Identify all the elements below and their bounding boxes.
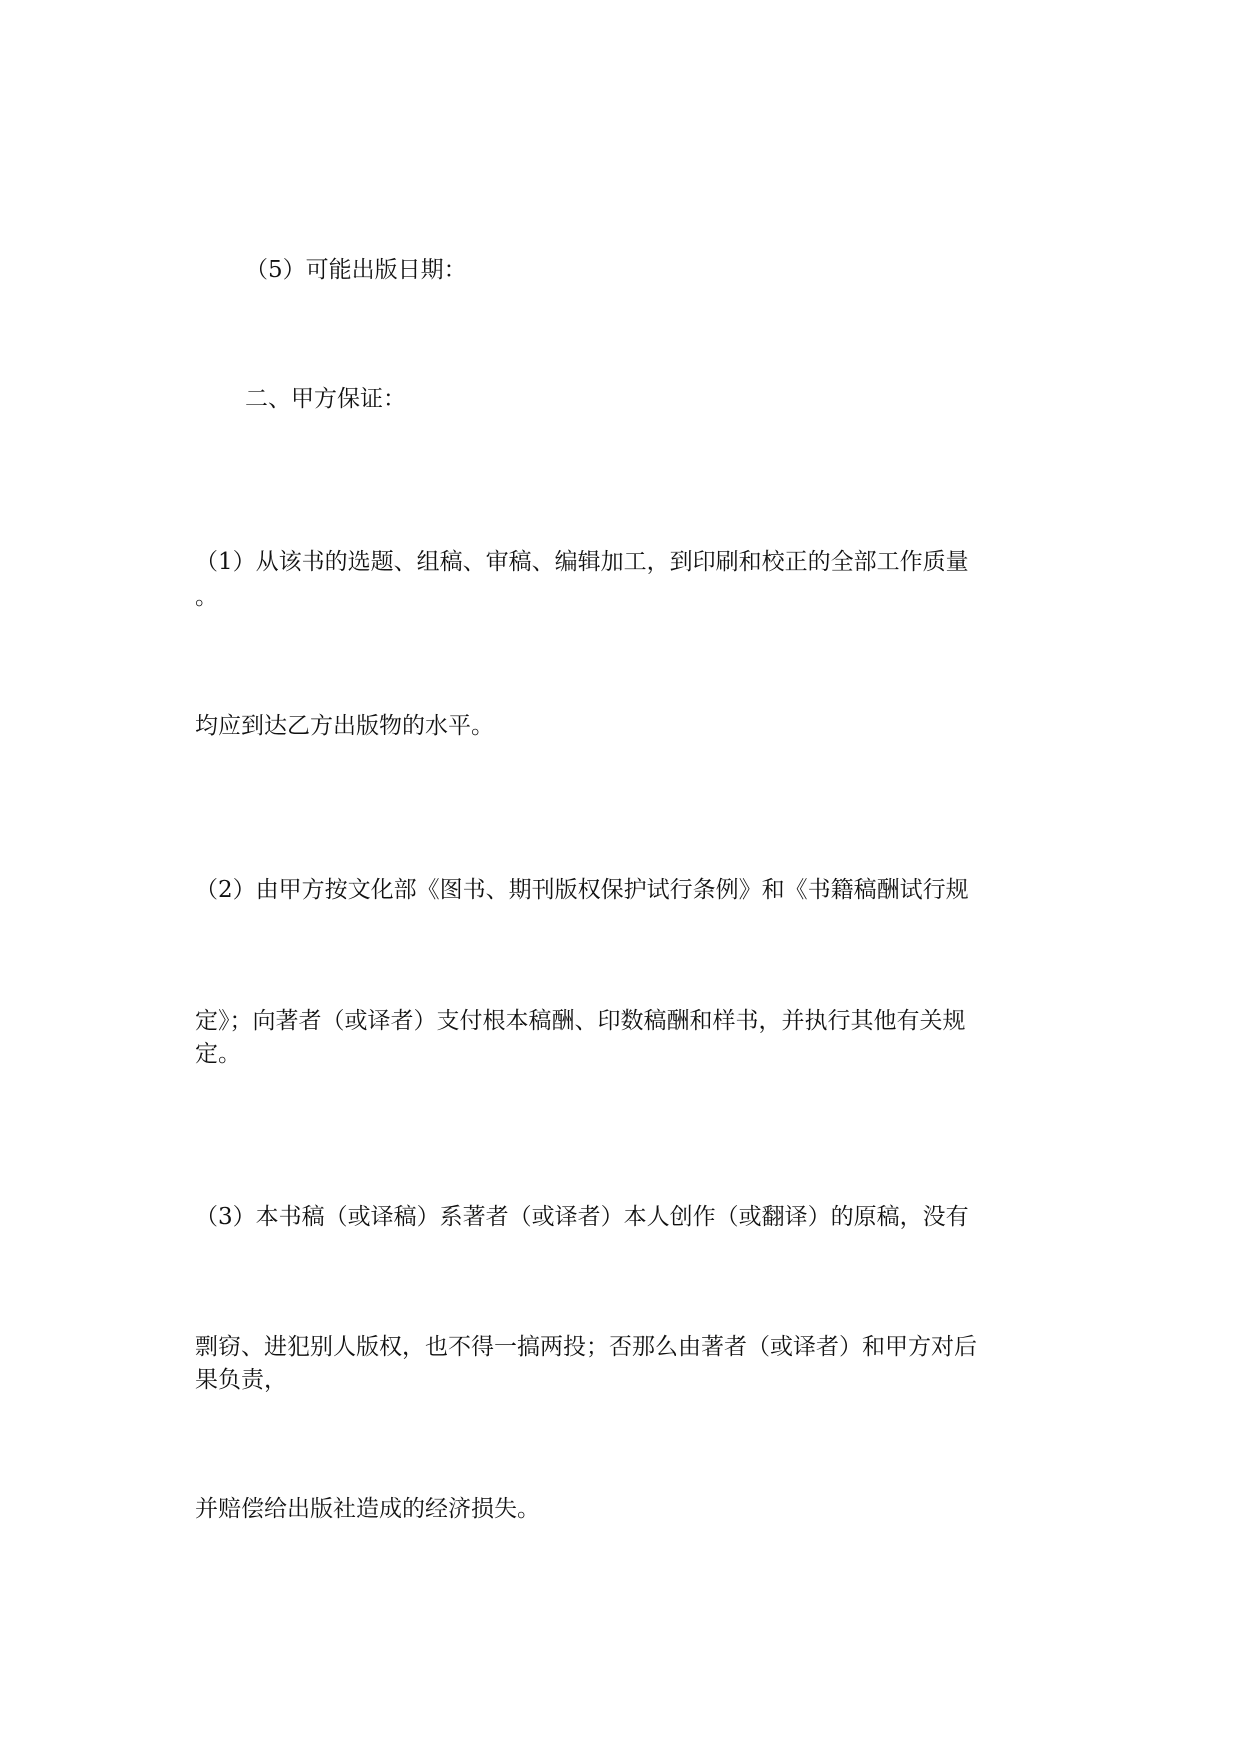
clause-3-line-4: 并赔偿给出版社造成的经济损失。: [195, 1496, 540, 1522]
clause-2-line-1: （2）由甲方按文化部《图书、期刊版权保护试行条例》和《书籍稿酬试行规: [195, 877, 969, 903]
clause-1-line-2: 。: [195, 584, 218, 610]
clause-1-line-3: 均应到达乙方出版物的水平。: [195, 713, 494, 739]
clause-2-line-2: 定》；向著者（或译者）支付根本稿酬、印数稿酬和样书，并执行其他有关规: [195, 1008, 966, 1034]
clause-1-line-1: （1）从该书的选题、组稿、审稿、编辑加工，到印刷和校正的全部工作质量: [195, 549, 969, 575]
clause-3-line-2: 剽窃、进犯别人版权，也不得一搞两投；否那么由著者（或译者）和甲方对后: [195, 1334, 977, 1360]
item-5-publish-date: （5）可能出版日期：: [245, 257, 467, 283]
clause-2-line-3: 定。: [195, 1041, 241, 1067]
section-2-heading: 二、甲方保证：: [245, 386, 406, 412]
clause-3-line-1: （3）本书稿（或译稿）系著者（或译者）本人创作（或翻译）的原稿，没有: [195, 1204, 969, 1230]
clause-3-line-3: 果负责，: [195, 1367, 287, 1393]
